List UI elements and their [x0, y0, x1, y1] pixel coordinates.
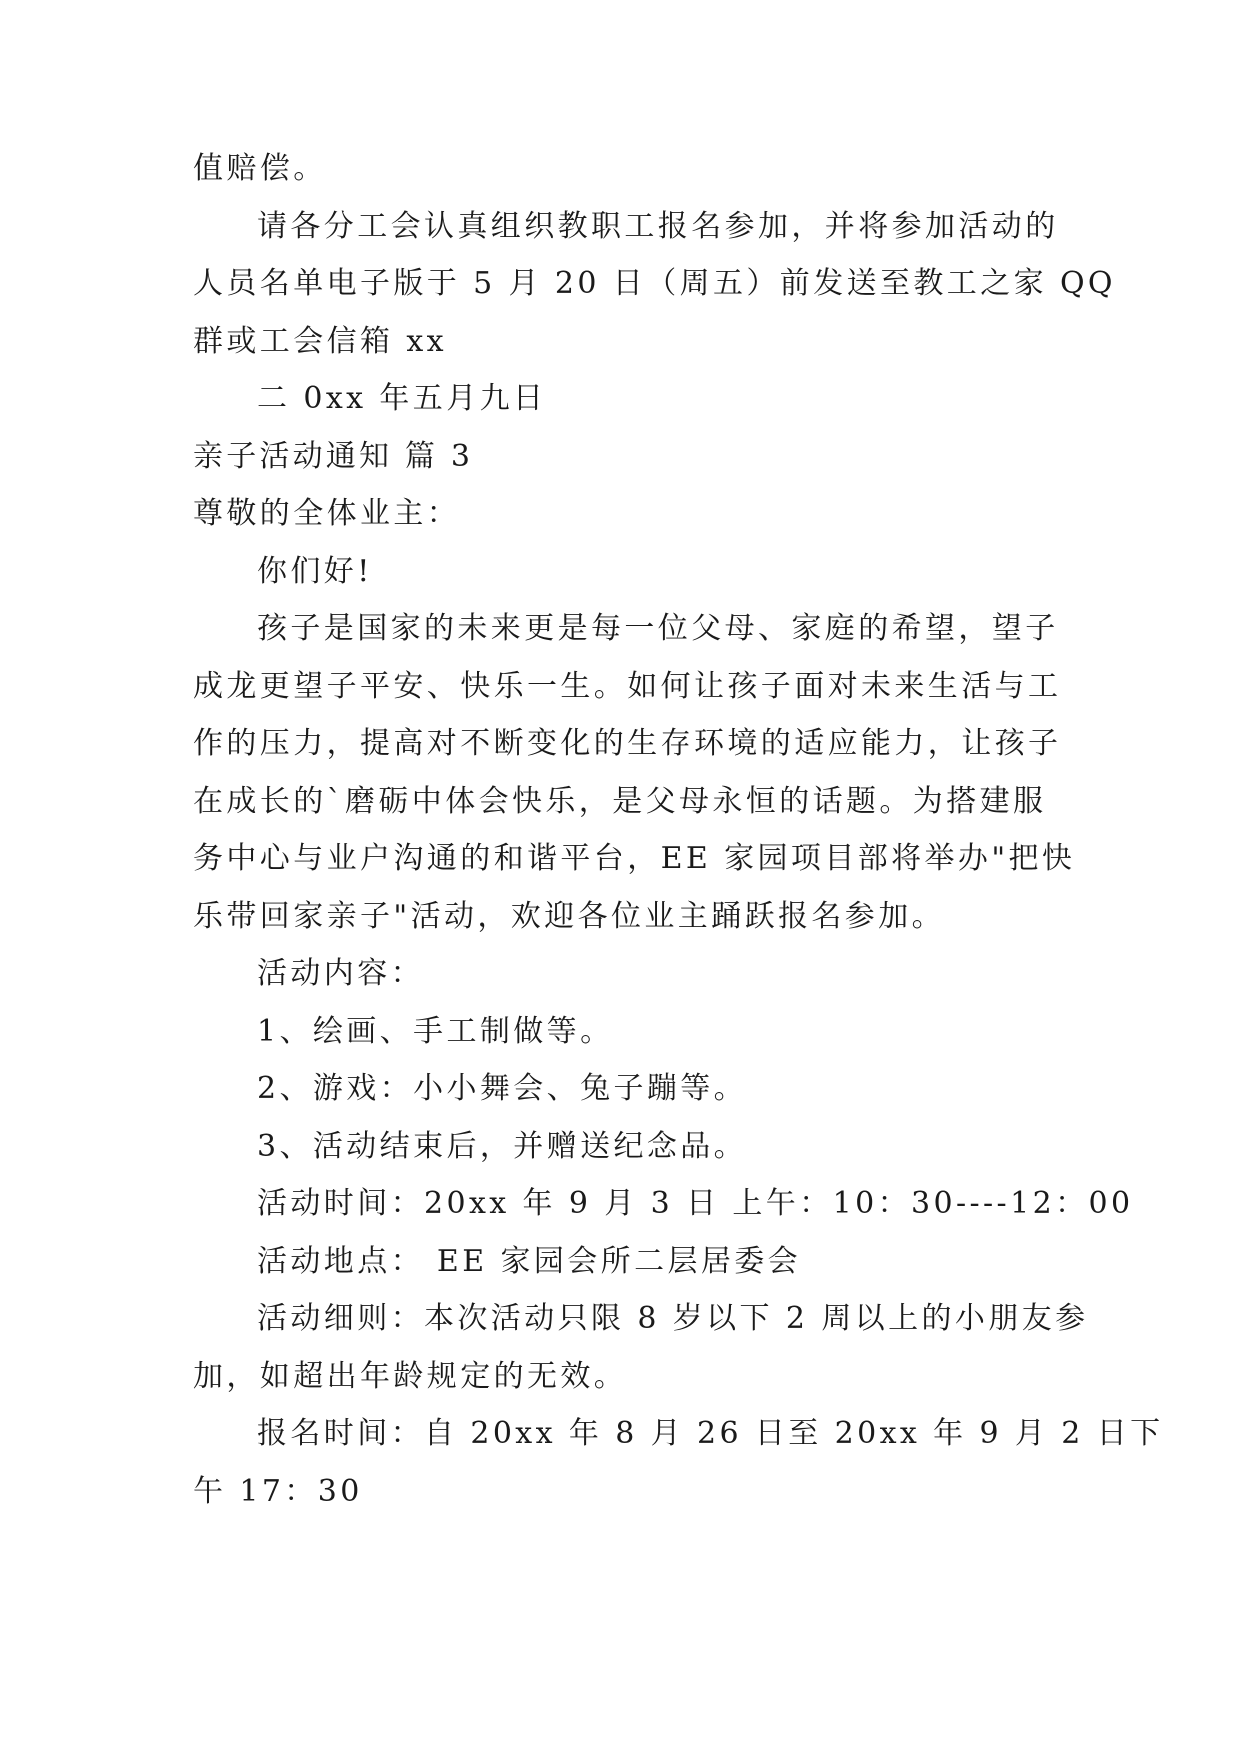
section-heading: 亲子活动通知 篇 3 [193, 438, 474, 474]
paragraph-line: 加，如超出年龄规定的无效。 [193, 1358, 628, 1394]
paragraph-line: 务中心与业户沟通的和谐平台，EE 家园项目部将举办"把快 [193, 841, 1076, 876]
paragraph-line: 成龙更望子平安、快乐一生。如何让孩子面对未来生活与工 [193, 668, 1062, 704]
date-line: 二 0xx 年五月九日 [257, 381, 547, 416]
document-page [193, 140, 1164, 1520]
paragraph-line: 在成长的`磨砺中体会快乐，是父母永恒的话题。为搭建服 [193, 783, 1047, 819]
paragraph-line: 群或工会信箱 xx [193, 323, 447, 359]
list-item: 1、绘画、手工制做等。 [257, 1013, 614, 1049]
paragraph-line: 孩子是国家的未来更是每一位父母、家庭的希望，望子 [257, 611, 1059, 646]
list-item: 2、游戏：小小舞会、兔子蹦等。 [257, 1071, 748, 1106]
activity-rules: 活动细则：本次活动只限 8 岁以下 2 周以上的小朋友参 [257, 1301, 1089, 1336]
activity-location: 活动地点： EE 家园会所二层居委会 [257, 1243, 802, 1279]
salutation: 尊敬的全体业主： [193, 496, 461, 531]
paragraph-line: 值赔偿。 [193, 151, 327, 186]
activity-content-label: 活动内容： [257, 956, 424, 991]
list-item: 3、活动结束后，并赠送纪念品。 [257, 1128, 748, 1164]
paragraph-line: 请各分工会认真组织教职工报名参加，并将参加活动的 [257, 208, 1059, 244]
registration-time: 报名时间：自 20xx 年 8 月 26 日至 20xx 年 9 月 2 日下 [257, 1416, 1164, 1451]
paragraph-line: 作的压力，提高对不断变化的生存环境的适应能力，让孩子 [193, 726, 1062, 761]
activity-time: 活动时间：20xx 年 9 月 3 日 上午：10：30----12：00 [257, 1186, 1134, 1221]
paragraph-line: 人员名单电子版于 5 月 20 日（周五）前发送至教工之家 QQ [193, 266, 1116, 301]
greeting: 你们好! [257, 553, 373, 589]
paragraph-line: 午 17：30 [193, 1473, 363, 1509]
paragraph-line: 乐带回家亲子"活动，欢迎各位业主踊跃报名参加。 [193, 898, 945, 934]
